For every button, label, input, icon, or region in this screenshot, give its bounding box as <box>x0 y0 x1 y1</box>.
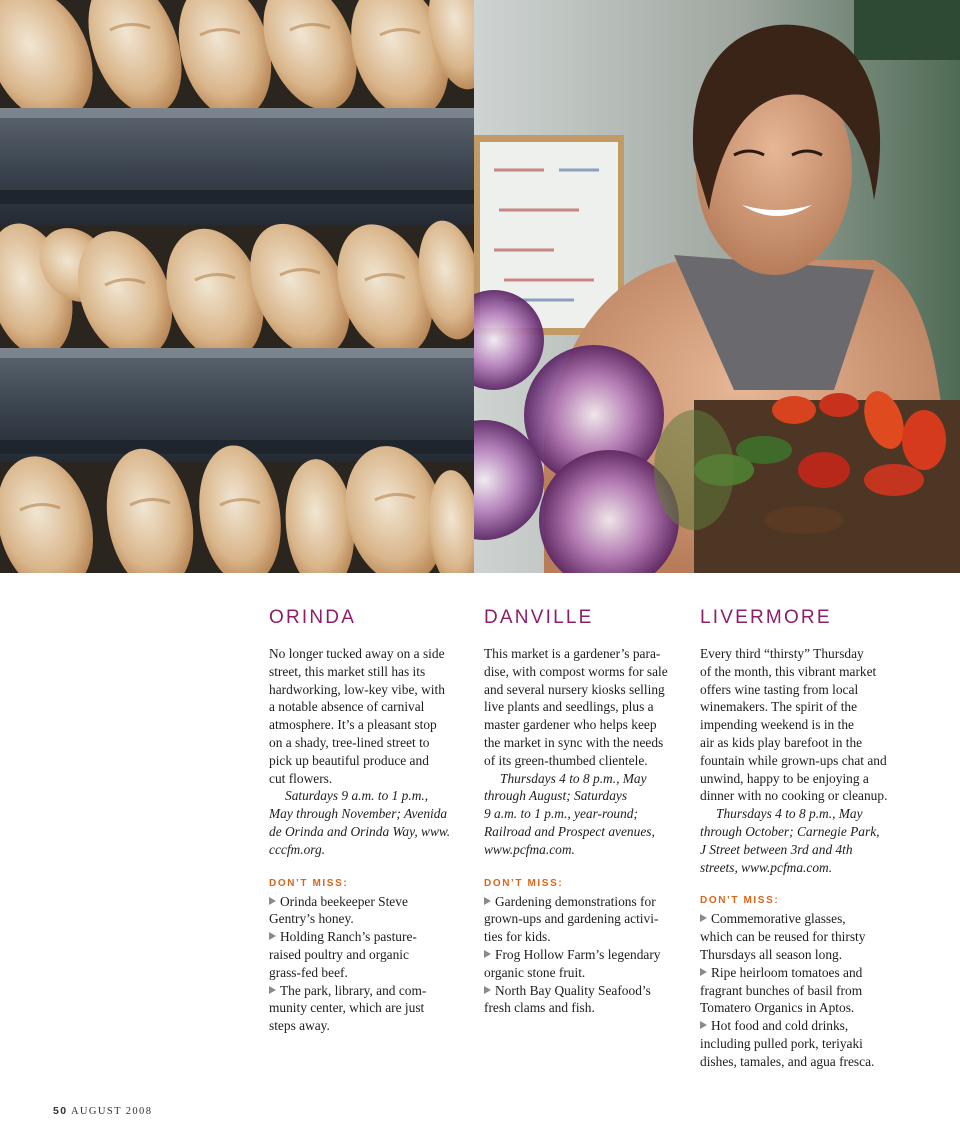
text-line: hardworking, low-key vibe, with <box>269 681 445 697</box>
text-line: air as kids play barefoot in the <box>700 734 863 750</box>
danville-column <box>484 606 682 1017</box>
page-folio <box>53 1105 152 1117</box>
dont-miss-label: DON’T MISS: <box>700 895 780 907</box>
issue-date: AUGUST 2008 <box>70 1106 153 1117</box>
text-line: on a shady, tree-lined street to <box>269 734 430 750</box>
orinda-description <box>269 645 467 787</box>
text-line: and several nursery kiosks selling <box>484 681 665 697</box>
text-line: May through November; Avenida <box>269 806 448 822</box>
orinda-column <box>269 606 467 1035</box>
bullet-triangle-icon <box>484 950 491 958</box>
dont-miss-item: Holding Ranch’s pasture- raised poultry and organic grass-fed beef. <box>269 929 417 980</box>
text-line: atmosphere. It’s a pleasant stop <box>269 717 437 733</box>
dont-miss-item: Ripe heirloom tomatoes and fragrant bunches of basil from Tomatero Organics in Aptos. <box>700 964 863 1016</box>
text-line: streets, www.pcfma.com. <box>700 859 833 875</box>
text-line: J Street between 3rd and 4th <box>700 841 853 857</box>
text-line: Railroad and Prospect avenues, <box>484 823 655 839</box>
text-line: through October; Carnegie Park, <box>700 823 880 839</box>
bullet-triangle-icon <box>269 932 276 940</box>
text-line: Thursdays 4 to 8 p.m., May <box>716 806 863 822</box>
orinda-hours <box>269 787 467 858</box>
bullet-triangle-icon <box>700 968 707 976</box>
text-line: impending weekend is in the <box>700 717 854 733</box>
danville-description <box>484 645 682 770</box>
market-vendor-photo <box>474 0 960 573</box>
text-line: master gardener who helps keep <box>484 717 657 733</box>
orinda-heading: ORINDA <box>269 607 357 628</box>
text-line: the market in sync with the needs <box>484 734 664 750</box>
dont-miss-label: DON’T MISS: <box>269 877 349 889</box>
text-line: 9 a.m. to 1 p.m., year-round; <box>484 806 638 822</box>
dont-miss-item: The park, library, and com- munity center, which are just steps away. <box>269 982 427 1034</box>
text-line: dinner with no cooking or cleanup. <box>700 788 888 804</box>
text-line: dise, with compost worms for sale <box>484 663 668 679</box>
livermore-heading: LIVERMORE <box>700 607 832 628</box>
livermore-hours <box>700 805 898 876</box>
text-line: No longer tucked away on a side <box>269 646 445 661</box>
text-line: cccfm.org. <box>269 841 326 857</box>
text-line: cut flowers. <box>269 770 333 786</box>
bullet-triangle-icon <box>700 1021 707 1029</box>
dont-miss-label: DON’T MISS: <box>484 877 564 889</box>
danville-hours <box>484 770 682 859</box>
text-line: Thursdays 4 to 8 p.m., May <box>500 770 647 786</box>
text-line: live plants and seedlings, plus a <box>484 699 654 715</box>
bullet-triangle-icon <box>484 986 491 994</box>
text-line: of its green-thumbed clientele. <box>484 752 648 768</box>
text-line: of the month, this vibrant market <box>700 663 877 679</box>
bullet-triangle-icon <box>484 897 491 905</box>
bullet-triangle-icon <box>700 914 707 922</box>
dont-miss-item: Commemorative glasses, which can be reused for thirsty Thursdays all season long. <box>700 911 866 962</box>
text-line: This market is a gardener’s para- <box>484 646 661 661</box>
text-line: street, this market still has its <box>269 663 426 679</box>
text-line: through August; Saturdays <box>484 788 628 804</box>
text-line: fountain while grown-ups chat and <box>700 752 887 768</box>
bullet-triangle-icon <box>269 986 276 994</box>
text-line: www.pcfma.com. <box>484 841 575 857</box>
text-line: Saturdays 9 a.m. to 1 p.m., <box>285 788 429 804</box>
bullet-triangle-icon <box>269 897 276 905</box>
text-line: offers wine tasting from local <box>700 681 859 697</box>
dont-miss-item: Gardening demonstrations for grown-ups and gardening activi- ties for kids. <box>484 893 659 945</box>
dont-miss-item: Orinda beekeeper Steve Gentry’s honey. <box>269 893 408 927</box>
danville-heading: DANVILLE <box>484 607 594 628</box>
livermore-description <box>700 645 898 805</box>
livermore-column <box>700 606 898 1071</box>
dont-miss-item: North Bay Quality Seafood’s fresh clams and fish. <box>484 982 651 1016</box>
baguette-rack-photo <box>0 0 474 573</box>
text-line: de Orinda and Orinda Way, www. <box>269 823 451 839</box>
text-line: winemakers. The spirit of the <box>700 699 858 715</box>
dont-miss-item: Hot food and cold drinks, including pulled pork, teriyaki dishes, tamales, and agua fresca. <box>700 1018 875 1069</box>
dont-miss-item: Frog Hollow Farm’s legendary organic stone fruit. <box>484 946 661 980</box>
text-line: Every third “thirsty” Thursday <box>700 646 864 661</box>
text-line: unwind, happy to be enjoying a <box>700 770 869 786</box>
text-line: a notable absence of carnival <box>269 699 425 715</box>
text-line: pick up beautiful produce and <box>269 752 429 768</box>
page-number: 50 <box>53 1105 68 1117</box>
